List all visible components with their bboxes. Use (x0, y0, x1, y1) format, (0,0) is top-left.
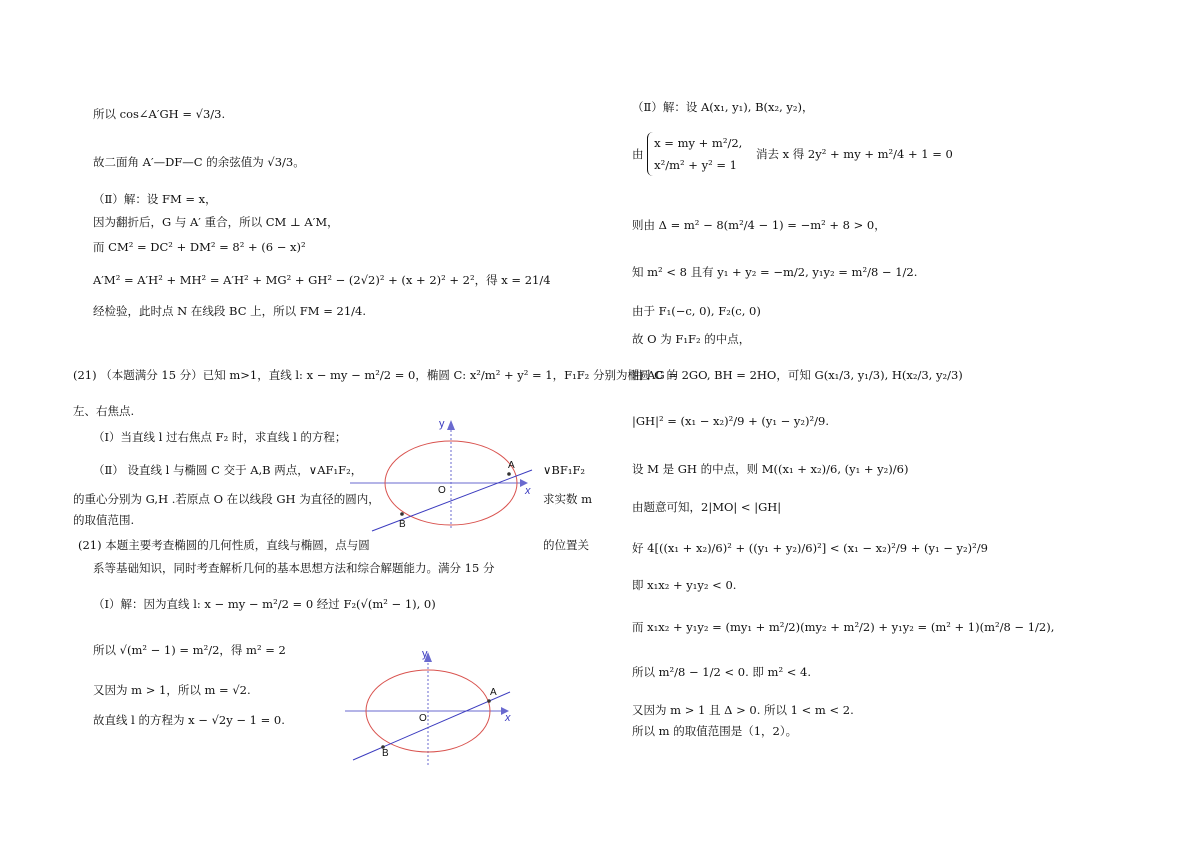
text-line: （Ⅱ）解：设 FM = x， (93, 192, 217, 206)
text-line: 因为翻折后，G 与 A′ 重合，所以 CM ⊥ A′M， (93, 215, 339, 229)
text-line: （Ⅱ） 设直线 l 与椭圆 C 交于 A,B 两点，∨AF₁F₂， (93, 463, 363, 477)
line-l (372, 470, 532, 531)
text-line: A′M² = A′H² + MH² = A′H² + MG² + GH² − (2√2)² + (x + 2)² + 2²，得 x = 21/4 (93, 273, 551, 287)
point-b-label: B (399, 519, 406, 530)
point-b-dot (400, 512, 404, 516)
text-line: 好 4[((x₁ + x₂)/6)² + ((y₁ + y₂)/6)²] < (x₁ − x₂)²/9 + (y₁ − y₂)²/9 (632, 541, 988, 555)
ellipse-diagram-2 (345, 640, 525, 765)
text-line: 的取值范围. (73, 513, 135, 527)
text-line: （Ⅰ）解：因为直线 l: x − my − m²/2 = 0 经过 F₂(√(m² − 1), 0) (93, 597, 436, 611)
text-line: 故二面角 A′—DF—C 的余弦值为 √3/3。 (93, 155, 305, 169)
text-line: 又因为 m > 1，所以 m = √2. (93, 683, 251, 697)
text-line: 即 x₁x₂ + y₁y₂ < 0. (632, 578, 737, 592)
x-axis-label: x (505, 712, 511, 724)
text-line: 求实数 m (543, 492, 593, 506)
text-line: 又因为 m > 1 且 Δ > 0. 所以 1 < m < 2. (632, 703, 854, 717)
origin-label: O (438, 485, 446, 496)
text-line: 左、右焦点. (73, 404, 135, 418)
system-eq-2: x²/m² + y² = 1 (654, 158, 737, 172)
y-axis-label: y (422, 648, 428, 660)
system-result: 消去 x 得 2y² + my + m²/4 + 1 = 0 (755, 147, 953, 161)
point-a-label: A (508, 460, 515, 471)
y-axis-label: y (439, 418, 445, 430)
text-line: 系等基础知识，同时考查解析几何的基本思想方法和综合解题能力。满分 15 分 (93, 561, 495, 575)
text-line: 所以 m²/8 − 1/2 < 0. 即 m² < 4. (632, 665, 811, 679)
text-line: 经检验，此时点 N 在线段 BC 上，所以 FM = 21/4. (93, 304, 366, 318)
text-line: 所以 √(m² − 1) = m²/2，得 m² = 2 (93, 643, 286, 657)
text-line: 则由 Δ = m² − 8(m²/4 − 1) = −m² + 8 > 0， (632, 218, 886, 232)
equation-system (632, 132, 953, 176)
origin-label: O (419, 713, 427, 724)
text-line: 所以 cos∠A′GH = √3/3. (93, 107, 226, 121)
text-line: 故 O 为 F₁F₂ 的中点， (632, 332, 751, 346)
point-a-dot (487, 699, 491, 703)
solution-21-intro: (21) 本题主要考查椭圆的几何性质，直线与椭圆，点与圆 (78, 538, 370, 552)
text-line: （Ⅰ）当直线 l 过右焦点 F₂ 时，求直线 l 的方程； (93, 430, 347, 444)
point-a-label: A (490, 687, 497, 698)
problem-21-statement: (21) （本题满分 15 分）已知 m>1，直线 l: x − my − m²/2 = 0，椭圆 C: x²/m² + y² = 1，F₁F₂ 分别为椭圆 C 的 (73, 368, 679, 382)
text-line: 而 x₁x₂ + y₁y₂ = (my₁ + m²/2)(my₂ + m²/2) + y₁y₂ = (m² + 1)(m²/8 − 1/2), (632, 620, 1055, 634)
text-line: 的重心分别为 G,H .若原点 O 在以线段 GH 为直径的圆内， (73, 492, 380, 506)
text-line: 知 m² < 8 且有 y₁ + y₂ = −m/2, y₁y₂ = m²/8 − 1/2. (632, 265, 918, 279)
text-line: ∨BF₁F₂ (543, 463, 586, 477)
text-line: 由 AG = 2GO, BH = 2HO，可知 G(x₁/3, y₁/3), H(x₂/3, y₂/3) (632, 368, 963, 382)
x-axis-label: x (525, 485, 531, 497)
text-line: |GH|² = (x₁ − x₂)²/9 + (y₁ − y₂)²/9. (632, 414, 829, 428)
text-line: 由于 F₁(−c, 0), F₂(c, 0) (632, 304, 761, 318)
text-line: 所以 m 的取值范围是（1，2）。 (632, 724, 798, 738)
point-b-label: B (382, 748, 389, 759)
system-brace (647, 132, 742, 176)
text-line: 设 M 是 GH 的中点，则 M((x₁ + x₂)/6, (y₁ + y₂)/6) (632, 462, 909, 476)
text-line: 故直线 l 的方程为 x − √2y − 1 = 0. (93, 713, 285, 727)
ellipse-diagram-1 (350, 412, 540, 537)
system-eq-1: x = my + m²/2, (654, 136, 743, 150)
y-axis-arrow-icon (447, 420, 455, 430)
text-line: 由题意可知，2|MO| < |GH| (632, 500, 782, 514)
text-line: 而 CM² = DC² + DM² = 8² + (6 − x)² (93, 240, 306, 254)
system-prefix: 由 (632, 147, 644, 161)
point-a-dot (507, 472, 511, 476)
text-line: （Ⅱ）解：设 A(x₁, y₁), B(x₂, y₂)， (632, 100, 814, 114)
text-line: 的位置关 (543, 538, 589, 552)
